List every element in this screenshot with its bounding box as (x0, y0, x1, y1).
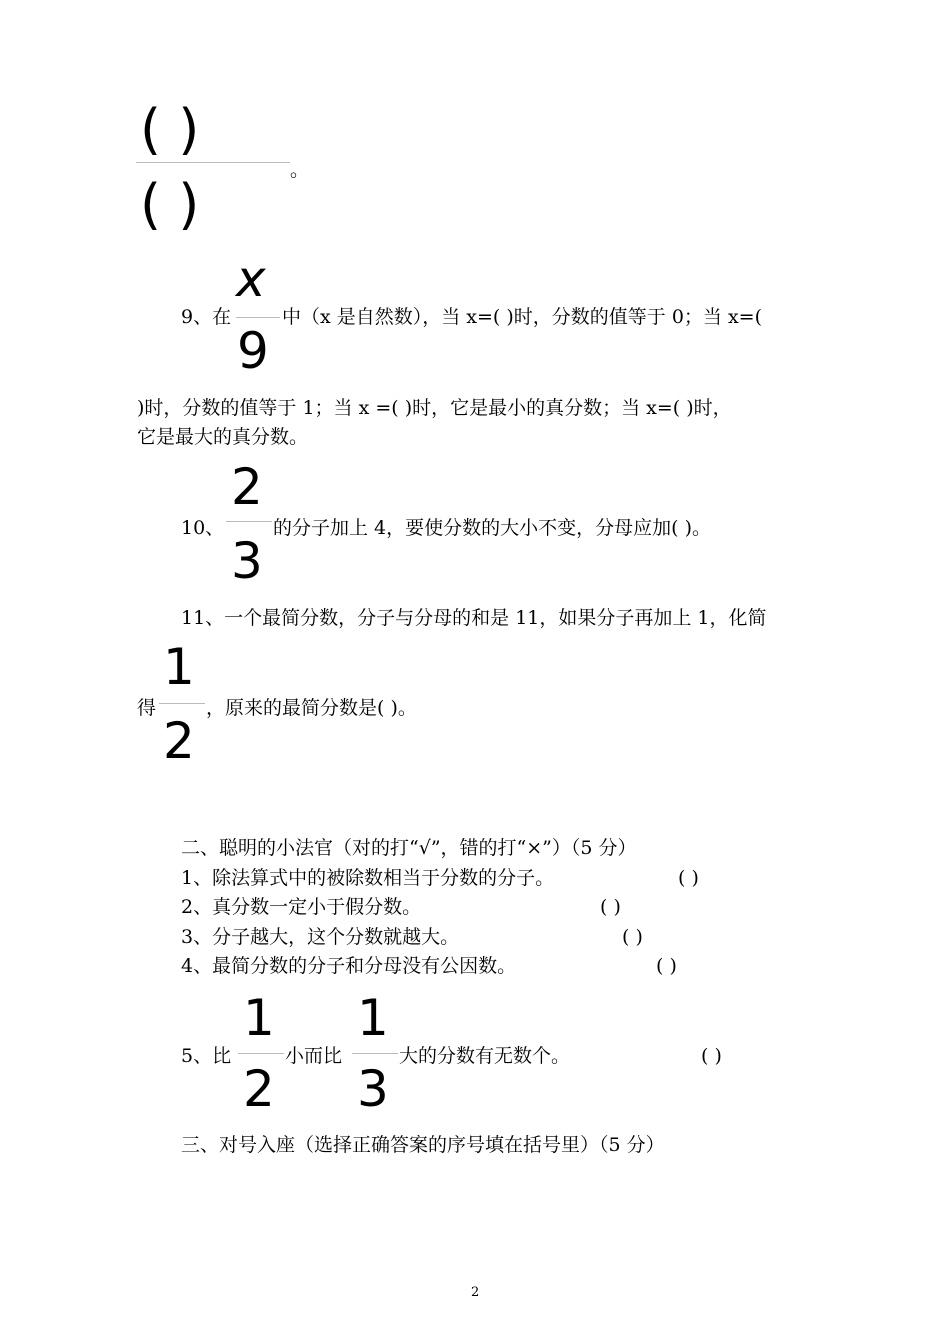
q11-line1: 11、一个最简分数，分子与分母的和是 11，如果分子再加上 1，化简 (181, 607, 767, 629)
section2-item2-blank[interactable]: ( ) (600, 896, 621, 918)
section2-item1-blank[interactable]: ( ) (678, 867, 699, 889)
item5-fraction1-bar (238, 1053, 284, 1054)
section2-item3-blank[interactable]: ( ) (622, 926, 643, 948)
item5-fraction1-numerator: 1 (243, 989, 275, 1047)
section2-item3-text: 3、分子越大，这个分数就越大。 (181, 926, 460, 948)
q9-line2: )时，分数的值等于 1；当 x =( )时，它是最小的真分数；当 x=( )时， (137, 397, 732, 419)
top-fraction-numerator: ( ) (140, 98, 200, 161)
q10-rest: 的分子加上 4，要使分数的大小不变，分母应加( )。 (273, 517, 711, 539)
q9-prefix: 9、在 (181, 306, 232, 328)
top-fraction-suffix: 。 (290, 159, 310, 181)
q11-prefix: 得 (137, 697, 157, 719)
q9-line1-rest: 中（x 是自然数），当 x=( )时，分数的值等于 0；当 x=( (282, 306, 763, 328)
top-fraction-denominator: ( ) (140, 173, 200, 236)
item5-rest: 大的分数有无数个。 (399, 1045, 571, 1067)
q10-fraction-bar (226, 521, 272, 522)
section2-item4-blank[interactable]: ( ) (656, 955, 677, 977)
item5-fraction2-bar (352, 1053, 398, 1054)
item5-middle: 小而比 (285, 1045, 343, 1067)
section2-item2-text: 2、真分数一定小于假分数。 (181, 896, 422, 918)
section3-title: 三、对号入座（选择正确答案的序号填在括号里）（5 分） (181, 1134, 665, 1156)
q9-fraction-denominator: 9 (237, 322, 269, 380)
item5-fraction2-numerator: 1 (357, 989, 389, 1047)
page-number: 2 (471, 1285, 480, 1300)
item5-fraction2-denominator: 3 (357, 1060, 389, 1118)
q11-fraction-bar (159, 703, 205, 704)
top-fraction-bar (136, 162, 290, 163)
section2-title: 二、聪明的小法官（对的打“√”，错的打“×”）（5 分） (181, 837, 637, 859)
q9-fraction-bar (236, 317, 280, 318)
q11-fraction-denominator: 2 (163, 712, 195, 770)
q10-fraction-numerator: 2 (231, 458, 263, 516)
item5-fraction1-denominator: 2 (243, 1060, 275, 1118)
q10-prefix: 10、 (181, 517, 225, 539)
q10-fraction-denominator: 3 (231, 532, 263, 590)
item5-prefix: 5、比 (181, 1045, 232, 1067)
q9-fraction-numerator: x (236, 250, 266, 308)
section2-item1-text: 1、除法算式中的被除数相当于分数的分子。 (181, 867, 555, 889)
q11-fraction-numerator: 1 (163, 638, 195, 696)
section2-item4-text: 4、最简分数的分子和分母没有公因数。 (181, 955, 517, 977)
q11-rest: ，原来的最简分数是( )。 (206, 697, 417, 719)
item5-blank[interactable]: ( ) (701, 1045, 722, 1067)
q9-line3: 它是最大的真分数。 (137, 426, 309, 448)
